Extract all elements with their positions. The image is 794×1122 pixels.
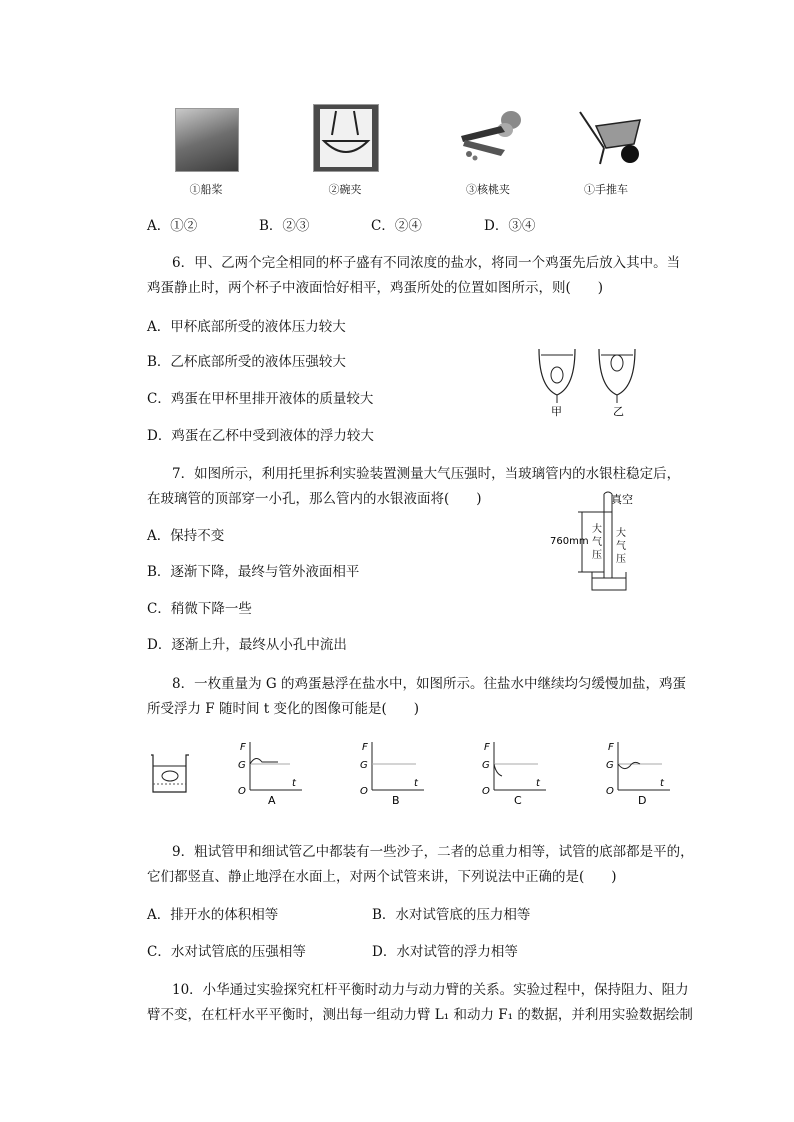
graph-a[interactable] (228, 738, 308, 808)
right-pressure-3: 压 (616, 554, 626, 565)
q6-option-d[interactable]: D．鸡蛋在乙杯中受到液体的浮力较大 (147, 428, 374, 444)
q6-stem-line2: 鸡蛋静止时，两个杯子中液面恰好相平，鸡蛋所处的位置如图所示，则( ) (147, 280, 604, 296)
svg-text:F: F (484, 742, 490, 753)
svg-text:O: O (482, 786, 490, 797)
svg-text:t: t (660, 778, 664, 789)
svg-text:t: t (414, 778, 418, 789)
egg-beaker-figure (148, 752, 193, 797)
graph-c-label: C (514, 794, 522, 807)
q7-option-d[interactable]: D．逐渐上升，最终从小孔中流出 (147, 637, 347, 653)
caption-oar: ①船桨 (189, 183, 223, 196)
q9-stem-line1: 9．粗试管甲和细试管乙中都装有一些沙子，二者的总重力相等，试管的底部都是平的， (172, 844, 694, 860)
q6-option-c[interactable]: C．鸡蛋在甲杯里排开液体的质量较大 (147, 391, 374, 407)
q10-stem-line2: 臂不变，在杠杆水平平衡时，测出每一组动力臂 L₁ 和动力 F₁ 的数据，并利用实验数据绘制 (147, 1007, 693, 1023)
fig-label-yi: 乙 (613, 405, 624, 418)
caption-wheelbarrow: ①手推车 (584, 183, 628, 196)
q7-stem-line1: 7．如图所示，利用托里拆利实验装置测量大气压强时，当玻璃管内的水银柱稳定后， (172, 466, 681, 482)
q6-option-b[interactable]: B．乙杯底部所受的液体压强较大 (147, 354, 346, 370)
q6-stem-line1: 6．甲、乙两个完全相同的杯子盛有不同浓度的盐水，将同一个鸡蛋先后放入其中。当 (172, 255, 681, 271)
q9-option-c[interactable]: C．水对试管底的压强相等 (147, 944, 306, 960)
egg-cups-figure (535, 345, 655, 420)
q7-stem-line2: 在玻璃管的顶部穿一小孔，那么管内的水银液面将( ) (147, 491, 482, 507)
q5-option-b[interactable]: B．②③ (259, 218, 310, 234)
graph-b[interactable] (350, 738, 430, 808)
nutcracker-image (455, 106, 523, 166)
right-pressure-2: 气 (616, 541, 626, 552)
graph-a-label: A (268, 794, 276, 807)
svg-text:G: G (606, 760, 614, 771)
left-pressure-1: 大 (592, 524, 602, 535)
caption-nutcracker: ③核桃夹 (466, 183, 510, 196)
svg-text:O: O (606, 786, 614, 797)
vacuum-label: 真空 (611, 493, 633, 506)
q9-stem-line2: 它们都竖直、静止地浮在水面上，对两个试管来讲，下列说法中正确的是( ) (147, 869, 617, 885)
q7-option-c[interactable]: C．稍微下降一些 (147, 601, 252, 617)
q7-option-a[interactable]: A．保持不变 (147, 528, 225, 544)
q9-option-a[interactable]: A．排开水的体积相等 (147, 907, 279, 923)
oar-image (175, 108, 239, 172)
left-pressure-3: 压 (592, 550, 602, 561)
q9-option-b[interactable]: B．水对试管底的压力相等 (372, 907, 531, 923)
wheelbarrow-image (574, 104, 646, 168)
bowl-clip-drawing (314, 105, 378, 171)
graph-d-label: D (638, 794, 647, 807)
svg-text:t: t (536, 778, 540, 789)
left-pressure-2: 气 (592, 537, 602, 548)
graph-b-label: B (392, 794, 400, 807)
torricelli-figure (548, 490, 648, 595)
svg-text:G: G (482, 760, 490, 771)
height-label: 760mm (550, 536, 589, 547)
right-pressure-1: 大 (616, 528, 626, 539)
svg-text:t: t (292, 778, 296, 789)
q5-option-c[interactable]: C．②④ (371, 218, 422, 234)
q10-stem-line1: 10．小华通过实验探究杠杆平衡时动力与动力臂的关系。实验过程中，保持阻力、阻力 (172, 982, 689, 998)
fig-label-jia: 甲 (551, 405, 562, 418)
q9-option-d[interactable]: D．水对试管的浮力相等 (372, 944, 518, 960)
q7-option-b[interactable]: B．逐渐下降，最终与管外液面相平 (147, 564, 360, 580)
svg-text:F: F (608, 742, 614, 753)
q6-option-a[interactable]: A．甲杯底部所受的液体压力较大 (147, 319, 346, 335)
svg-text:O: O (360, 786, 368, 797)
svg-text:F: F (362, 742, 368, 753)
caption-bowl-clip: ②碗夹 (328, 183, 362, 196)
graph-d[interactable] (596, 738, 676, 808)
q8-stem-line2: 所受浮力 F 随时间 t 变化的图像可能是( ) (147, 701, 419, 717)
graph-c[interactable] (472, 738, 552, 808)
q5-option-a[interactable]: A．①② (147, 218, 198, 234)
q5-option-d[interactable]: D．③④ (484, 218, 536, 234)
svg-text:F: F (240, 742, 246, 753)
svg-text:O: O (238, 786, 246, 797)
q8-stem-line1: 8．一枚重量为 G 的鸡蛋悬浮在盐水中，如图所示。往盐水中继续均匀缓慢加盐，鸡蛋 (172, 676, 686, 692)
svg-text:G: G (238, 760, 246, 771)
bowl-clip-image (313, 104, 379, 172)
svg-text:G: G (360, 760, 368, 771)
